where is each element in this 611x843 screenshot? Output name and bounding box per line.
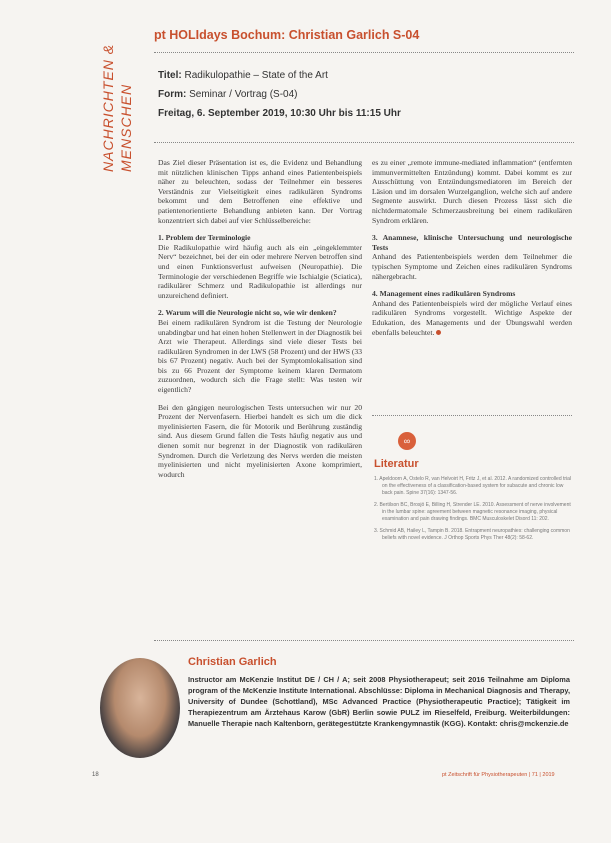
final-paragraph-text: Anhand des Patientenbeispiels wird der mögliche Verlauf eines radikulären Syndroms vorgestellt. Wichtige Aspekte der Edukation, des Managements und der Übungswahl werden ebenfalls beleuchtet. — [372, 298, 572, 337]
section-label-line1: NACHRICHTEN & — [100, 43, 116, 172]
column-left — [158, 158, 362, 487]
title-value: Radikulopathie – State of the Art — [184, 70, 328, 81]
intro-paragraph: Das Ziel dieser Präsentation ist es, die Evidenz und Behandlung mit nützlichen klinischen Tipps anhand eines Patientenbeispiels näher zu beleuchten, sodass der Teilnehmer ein besseres Verständnis zur Vielseitigkeit eines radikulären Syndroms bekommt und dem Betroffenen eine effektive und patientenorientierte Behandlung anbieten kann. Der Vortrag konzentriert sich dabei auf vier Schlüsselbereiche: — [158, 158, 362, 225]
column-right — [372, 158, 572, 345]
section-paragraph-2: Bei einem radikulären Syndrom ist die Testung der Neurologie unabdingbar und hat einen hohen Stellenwert in der Diagnostik bei Arzt wie Therapeut. Allerdings sind viele dieser Tests bei radikulären Syndromen in der LWS (58 Prozent) und der HWS (33 bis 67 Prozent) negativ. Auch bei der Symptomlokalisation sind bis zu 66 Prozent der Symptome keinem klaren Dermatom zuzuordnen, wodurch sich die Frage stellt: Was testen wir eigentlich? — [158, 317, 362, 395]
end-mark-icon — [436, 330, 441, 335]
section-heading-3: 3. Anamnese, klinische Untersuchung und neurologische Tests — [372, 233, 572, 252]
section-paragraph-5 — [372, 299, 572, 337]
section-heading-2: 2. Warum will die Neurologie nicht so, wie wir denken? — [158, 308, 337, 318]
section-heading-4: 4. Management eines radikulären Syndroms — [372, 289, 516, 299]
event-date: Freitag, 6. September 2019, 10:30 Uhr bis 11:15 Uhr — [158, 108, 401, 119]
avatar — [100, 658, 180, 758]
author-bio-text: Instructor am McKenzie Institut DE / CH / A; seit 2008 Physiotherapeut; seit 2016 Teilnahme am Diploma program of the McKenzie Institute International. Abschlüsse: Diploma in Mechanical Diagnosis and Therapy, University of Dundee (Schottland), MSc Advanced Practice (Physiotherapeutic Practice); Tätigkeit im Therapiezentrum am Ärztehaus Karow (GbR) Berlin sowie PULZ im Rieselfeld, Freiburg. Weiterbildungen: Manuelle Therapie nach Kaltenborn, gerätegestützte Krankengymnastik (KGG). Kontakt: chris@mckenzie.de — [188, 675, 570, 728]
event-meta — [158, 66, 401, 123]
section-paragraph-4: Anhand des Patientenbeispiels werden dem Teilnehmer die typischen Symptome und Zeichen eines radikulären Syndroms nähergebracht. — [372, 252, 572, 281]
continued-paragraph: es zu einer „remote immune-mediated inflammation“ (entfernten immunvermittelten Entzündung) kommt. Dabei kommt es zur Ausschüttung von Entzündungsmediatoren im Bereich der Läsion und im dorsalen Wurzelganglion, welche sich auf andere Segmente auswirkt. Durch diesen Prozess lässt sich die nichtdermatomale Schmerzausbreitung bei einem radikulären Syndrom erklären. — [372, 158, 572, 225]
article-title: pt HOLIdays Bochum: Christian Garlich S-04 — [154, 28, 420, 42]
literature-list — [374, 476, 572, 547]
page-number: 18 — [92, 772, 99, 778]
section-paragraph-1: Die Radikulopathie wird häufig auch als ein „eingeklemmter Nerv“ bezeichnet, bei der ein oder mehrere Nerven betroffen sind und einen Funktionsverlust aufweisen (Neuropathie). Die Terminologie der verschiedenen Begriffe wie Ischialgie (Sciatica), radikulärer Schmerz und Radikulopathie ist allerdings nur unzureichend definiert. — [158, 242, 362, 300]
section-label — [100, 22, 140, 172]
literature-item: 1. Apeldoorn A, Ostelo R, van Helvoirt H, Fritz J, et al. 2012. A randomized controlled trial on the effectiveness of a classification-based system for subacute and chronic low back pain. Spine 37(16): 1347-56. — [374, 476, 572, 496]
form-label: Form: — [158, 89, 187, 100]
title-label: Titel: — [158, 70, 182, 81]
divider — [154, 52, 574, 53]
section-paragraph-3: Bei den gängigen neurologischen Tests untersuchen wir nur 20 Prozent der Nervenfasern. Hierbei handelt es sich um die dick myelinisierten Fasern, die für Motorik und Berührung zuständig sind. Aus diesem Grund fallen die Tests häufig negativ aus und dienen somit nur begrenzt in der Diagnostik von radikulären Syndromen. Durch die Verletzung des Nervs werden die meisten myelinisierten und nicht myelinisierten Axone komprimiert, wodurch — [158, 402, 362, 479]
link-icon: ∞ — [398, 432, 416, 450]
divider — [154, 640, 574, 641]
literature-item: 2. Bertilson BC, Brosjö E, Billing H, Strender LE. 2010. Assessment of nerve involvement in the lumbar spine: agreement between magnetic resonance imaging, physical examination and pain drawing findings. BMC Musculoskelet Disord 11: 202. — [374, 502, 571, 522]
literature-heading: Literatur — [374, 458, 419, 470]
literature-item: 3. Schmid AB, Hailey L, Tampin B. 2018. Entrapment neuropathies: challenging common beliefs with novel evidence. J Orthop Sports Phys Ther 48(2): 58-62. — [374, 528, 570, 541]
author-bio — [90, 650, 580, 762]
section-heading-1: 1. Problem der Terminologie — [158, 233, 251, 243]
divider — [154, 142, 574, 143]
form-value: Seminar / Vortrag (S-04) — [189, 89, 298, 100]
section-label-line2: MENSCHEN — [118, 83, 134, 172]
author-name: Christian Garlich — [188, 656, 277, 668]
divider — [372, 415, 572, 416]
journal-footer: pt Zeitschrift für Physiotherapeuten | 71 | 2019 — [442, 772, 555, 778]
